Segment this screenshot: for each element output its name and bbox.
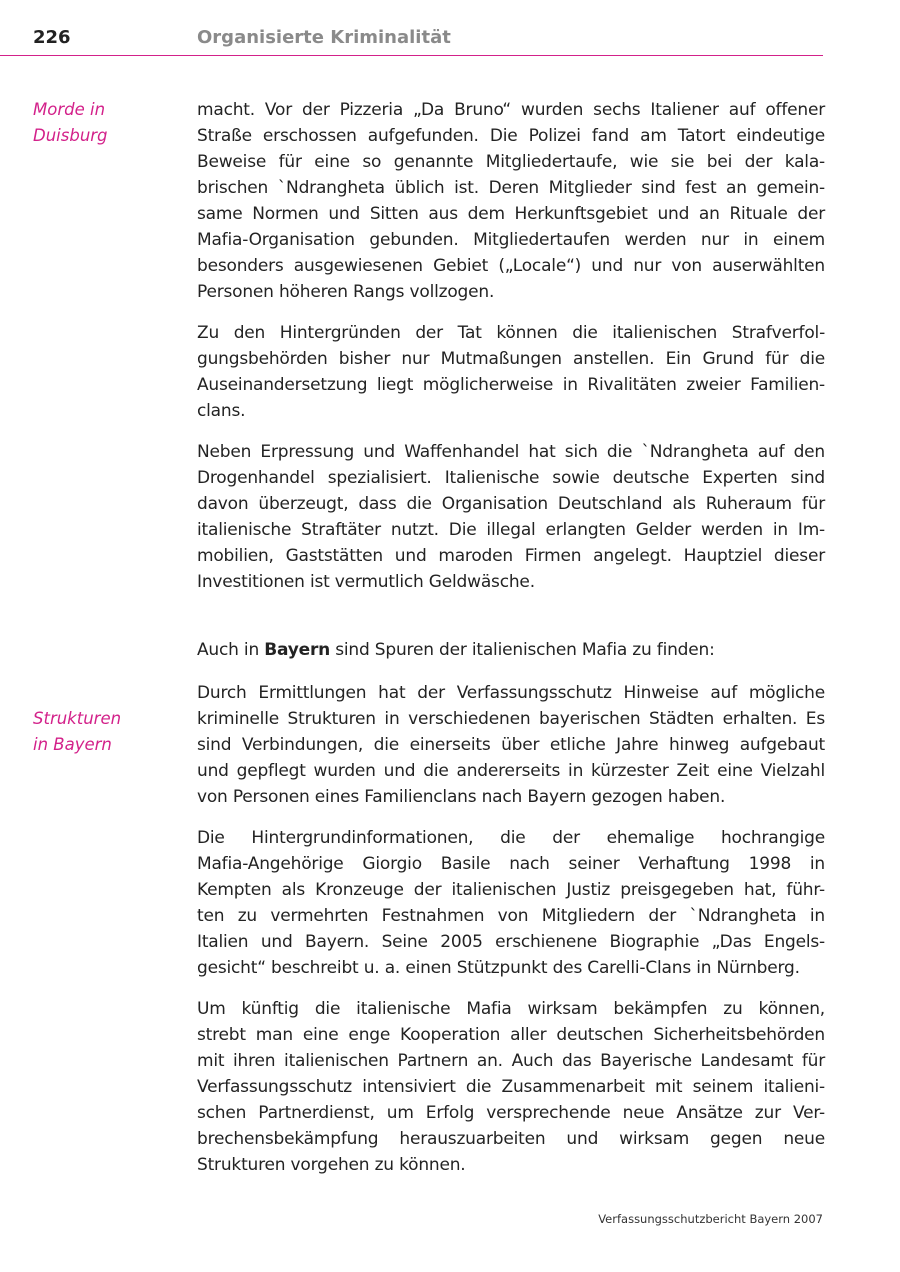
text-line: gesicht“ beschreibt u. a. einen Stützpunkt des Carelli-Clans in Nürnberg. (197, 958, 800, 978)
text-line: besonders ausgewiesenen Gebiet („Locale“) und nur von auserwählten (197, 256, 825, 276)
text-line: Zu den Hintergründen der Tat können die italienischen Strafverfol- (197, 323, 825, 343)
intro-bold-bayern: Bayern (264, 640, 331, 660)
running-header-title: Organisierte Kriminalität (197, 27, 451, 48)
text-line: Strukturen vorgehen zu können. (197, 1155, 466, 1175)
text-line: schen Partnerdienst, um Erfolg versprechende neue Ansätze zur Ver- (197, 1103, 825, 1123)
margin-note-line: Duisburg (33, 126, 108, 145)
intro-text: Auch in (197, 640, 265, 660)
text-line: Mafia-Organisation gebunden. Mitgliedertaufen werden nur in einem (197, 230, 825, 250)
text-line: italienische Straftäter nutzt. Die illegal erlangten Gelder werden in Im- (197, 520, 825, 540)
paragraph-cooperation (197, 996, 825, 1178)
paragraph-investigations (197, 680, 825, 810)
text-line: Straße erschossen aufgefunden. Die Polizei fand am Tatort eindeutige (197, 126, 825, 146)
text-line: Die Hintergrundinformationen, die der ehemalige hochrangige (197, 828, 825, 848)
text-line: same Normen und Sitten aus dem Herkunftsgebiet und an Rituale der (197, 204, 825, 224)
text-line: Personen höheren Rangs vollzogen. (197, 282, 495, 302)
text-line: Drogenhandel spezialisiert. Italienische sowie deutsche Experten sind (197, 468, 825, 488)
text-line: Italien und Bayern. Seine 2005 erschienene Biographie „Das Engels- (197, 932, 825, 952)
margin-note-strukturen-in-bayern (33, 706, 183, 758)
text-line: kriminelle Strukturen in verschiedenen bayerischen Städten erhalten. Es (197, 709, 825, 729)
margin-note-line: Morde in (33, 100, 106, 119)
header-divider (0, 55, 823, 56)
text-line: clans. (197, 401, 246, 421)
text-line: Investitionen ist vermutlich Geldwäsche. (197, 572, 535, 592)
intro-text: sind Spuren der italienischen Mafia zu finden: (330, 640, 715, 660)
paragraph-drug-trade (197, 439, 825, 595)
text-line: Mafia-Angehörige Giorgio Basile nach seiner Verhaftung 1998 in (197, 854, 825, 874)
text-line: mobilien, Gaststätten und maroden Firmen angelegt. Hauptziel dieser (197, 546, 825, 566)
margin-note-line: in Bayern (33, 735, 112, 754)
text-line: gungsbehörden bisher nur Mutmaßungen anstellen. Ein Grund für die (197, 349, 825, 369)
text-line: Verfassungsschutz intensiviert die Zusammenarbeit mit seinem italieni- (197, 1077, 825, 1097)
text-line: mit ihren italienischen Partnern an. Auch das Bayerische Landesamt für (197, 1051, 825, 1071)
text-line: Kempten als Kronzeuge der italienischen Justiz preisgegeben hat, führ- (197, 880, 825, 900)
text-line: und gepflegt wurden und die andererseits in kürzester Zeit eine Vielzahl (197, 761, 825, 781)
text-line (197, 637, 825, 663)
text-line: davon überzeugt, dass die Organisation Deutschland als Ruheraum für (197, 494, 825, 514)
text-line: Um künftig die italienische Mafia wirksam bekämpfen zu können, (197, 999, 825, 1019)
text-line: Beweise für eine so genannte Mitgliedertaufe, wie sie bei der kala- (197, 152, 825, 172)
paragraph-basile (197, 825, 825, 981)
paragraph-background (197, 320, 825, 424)
margin-note-line: Strukturen (33, 709, 122, 728)
paragraph-bayern-intro (197, 637, 825, 663)
text-line: brechensbekämpfung herauszuarbeiten und wirksam gegen neue (197, 1129, 825, 1149)
margin-note-morde-in-duisburg (33, 97, 183, 149)
text-line: Auseinandersetzung liegt möglicherweise in Rivalitäten zweier Familien- (197, 375, 825, 395)
text-line: sind Verbindungen, die einerseits über etliche Jahre hinweg aufgebaut (197, 735, 825, 755)
footer-publication-title: Verfassungsschutzbericht Bayern 2007 (598, 1212, 823, 1226)
text-line: Neben Erpressung und Waffenhandel hat sich die `Ndrangheta auf den (197, 442, 825, 462)
text-line: brischen `Ndrangheta üblich ist. Deren Mitglieder sind fest an gemein- (197, 178, 825, 198)
text-line: strebt man eine enge Kooperation aller deutschen Sicherheitsbehörden (197, 1025, 825, 1045)
text-line: macht. Vor der Pizzeria „Da Bruno“ wurden sechs Italiener auf offener (197, 100, 825, 120)
text-line: ten zu vermehrten Festnahmen von Mitgliedern der `Ndrangheta in (197, 906, 825, 926)
text-line: Durch Ermittlungen hat der Verfassungsschutz Hinweise auf mögliche (197, 683, 825, 703)
paragraph-duisburg-murders (197, 97, 825, 305)
page-number: 226 (33, 27, 71, 48)
text-line: von Personen eines Familienclans nach Bayern gezogen haben. (197, 787, 726, 807)
